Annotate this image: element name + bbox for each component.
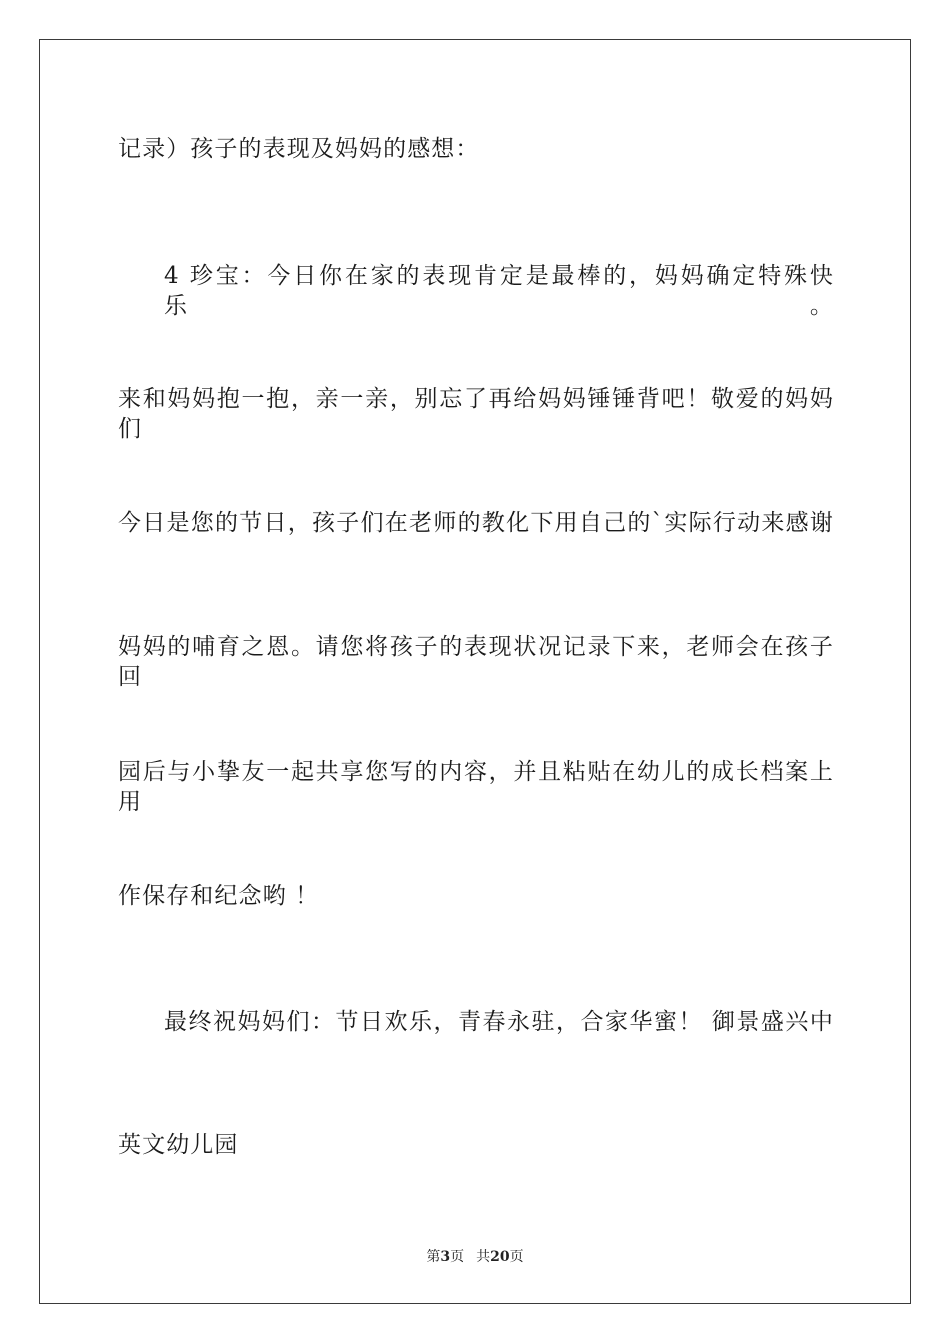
text-line-3: 来和妈妈抱一抱，亲一亲，别忘了再给妈妈锤锤背吧！敬爱的妈妈们 — [118, 386, 834, 442]
page-footer — [0, 1248, 950, 1266]
total-prefix: 共 — [476, 1249, 491, 1265]
text-line-4: 今日是您的节日，孩子们在老师的教化下用自己的`实际行动来感谢 — [118, 510, 834, 536]
text-line-9: 英文幼儿园 — [118, 1132, 239, 1158]
text-line-6: 园后与小挚友一起共享您写的内容，并且粘贴在幼儿的成长档案上用 — [118, 759, 834, 815]
text-line-8: 最终祝妈妈们：节日欢乐，青春永驻，合家华蜜！ 御景盛兴中 — [164, 1009, 834, 1035]
text-line-1: 记录）孩子的表现及妈妈的感想： — [118, 136, 480, 162]
total-suffix: 页 — [509, 1249, 524, 1265]
text-line-5: 妈妈的哺育之恩。请您将孩子的表现状况记录下来，老师会在孩子回 — [118, 634, 834, 690]
page-suffix: 页 — [450, 1249, 465, 1265]
page-prefix: 第 — [426, 1249, 441, 1265]
page-number: 3 — [440, 1249, 451, 1265]
total-pages: 20 — [490, 1249, 510, 1265]
text-line-2: 4 珍宝：今日你在家的表现肯定是最棒的，妈妈确定特殊快乐。 — [164, 263, 834, 319]
text-line-7: 作保存和纪念哟 ！ — [118, 883, 320, 909]
